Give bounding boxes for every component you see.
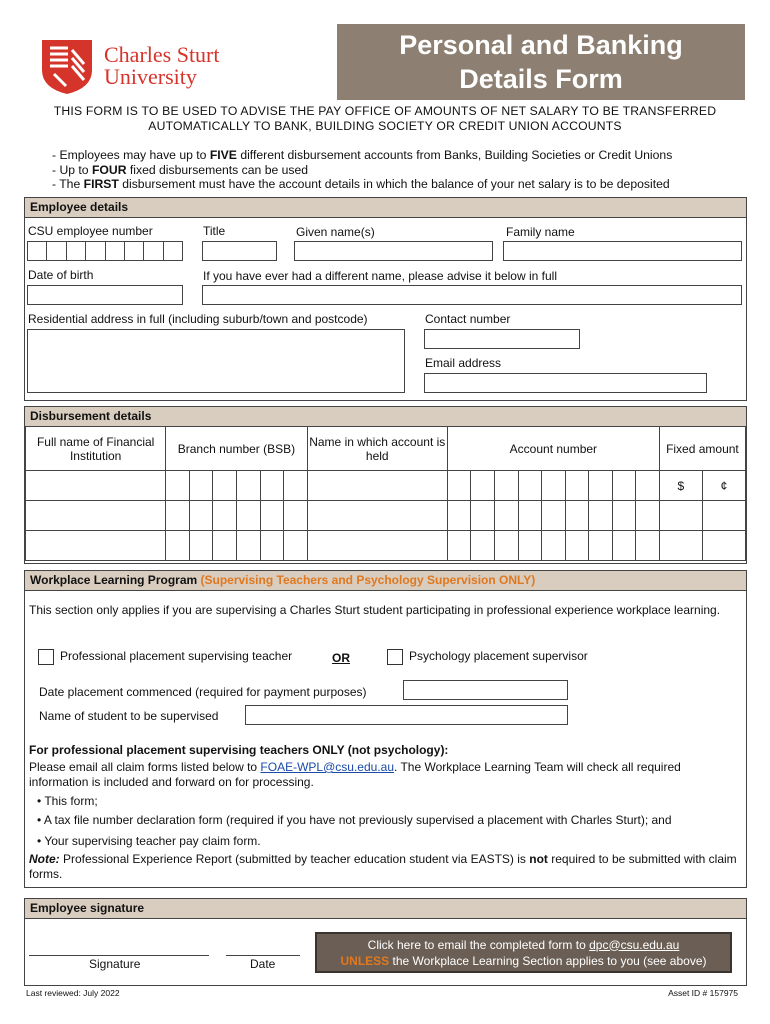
title-line2: Details Form <box>459 64 623 94</box>
dollar-cell[interactable]: $ <box>659 471 702 501</box>
csu-id-input[interactable] <box>27 241 183 261</box>
form-title <box>337 24 745 100</box>
prev-name-label: If you have ever had a different name, please advise it below in full <box>203 269 557 283</box>
disbursement-table <box>25 426 746 561</box>
wpl-note: Note: Professional Experience Report (submitted by teacher education student via EASTS) is not required to be submitted with claim forms. <box>29 852 737 881</box>
signature-line[interactable] <box>29 955 209 956</box>
disbursement-heading: Disbursement details <box>25 407 746 427</box>
account-name-cell[interactable] <box>307 471 447 501</box>
date-line[interactable] <box>226 955 300 956</box>
given-name-label: Given name(s) <box>296 225 375 239</box>
item-tfn: • A tax file number declaration form (required if you have not previously supervised a placement with Charles Sturt); and <box>37 813 672 827</box>
employee-details-section <box>24 197 747 401</box>
cent-cell[interactable]: ¢ <box>702 471 745 501</box>
col-fixed-amount: Fixed amount <box>659 427 745 471</box>
date-commenced-label: Date placement commenced (required for payment purposes) <box>39 685 367 699</box>
email-form-button[interactable]: Click here to email the completed form to dpc@csu.edu.au UNLESS the Workplace Learning Section applies to you (see above) <box>315 932 732 973</box>
contact-label: Contact number <box>425 312 511 326</box>
dob-input[interactable] <box>27 285 183 305</box>
intro-line1: THIS FORM IS TO BE USED TO ADVISE THE PAY OFFICE OF AMOUNTS OF NET SALARY TO BE TRANSFERRED <box>53 104 717 118</box>
family-name-label: Family name <box>506 225 575 239</box>
given-name-input[interactable] <box>294 241 493 261</box>
title-input[interactable] <box>202 241 277 261</box>
instructions: - Employees may have up to FIVE different disbursement accounts from Banks, Building Societies or Credit Unions - Up to FOUR fixed disbursements can be used - The FIRST disbursement must have the account details in which the balance of your net salary is to be deposited <box>52 148 673 191</box>
or-label: OR <box>332 651 350 665</box>
dpc-email-link[interactable]: dpc@csu.edu.au <box>589 937 680 952</box>
wpl-intro: This section only applies if you are supervising a Charles Sturt student participating in professional experience workplace learning. <box>29 603 721 617</box>
csu-logo <box>38 36 220 96</box>
disbursement-section <box>24 406 747 564</box>
wpl-section <box>24 570 747 888</box>
student-name-input[interactable] <box>245 705 568 725</box>
opt-teacher[interactable]: Professional placement supervising teacher <box>38 649 292 665</box>
student-name-label: Name of student to be supervised <box>39 709 219 723</box>
item-this-form: • This form; <box>37 794 98 808</box>
psychology-checkbox[interactable] <box>387 649 403 665</box>
col-account-number: Account number <box>447 427 659 471</box>
address-input[interactable] <box>27 329 405 393</box>
wpl-email-instructions: Please email all claim forms listed below to FOAE-WPL@csu.edu.au. The Workplace Learning Team will check all required information is included and forward on for processing. <box>29 760 681 789</box>
col-account-name: Name in which account is held <box>307 427 447 471</box>
csu-id-label: CSU employee number <box>28 224 153 238</box>
signature-label: Signature <box>89 957 141 971</box>
fi-cell[interactable] <box>26 471 166 501</box>
dob-label: Date of birth <box>28 268 94 282</box>
email-input[interactable] <box>424 373 707 393</box>
logo-line2: University <box>104 64 197 89</box>
family-name-input[interactable] <box>503 241 742 261</box>
intro-line2: AUTOMATICALLY TO BANK, BUILDING SOCIETY OR CREDIT UNION ACCOUNTS <box>148 119 622 133</box>
col-financial-institution: Full name of Financial Institution <box>26 427 166 471</box>
prev-name-input[interactable] <box>202 285 742 305</box>
col-bsb: Branch number (BSB) <box>166 427 307 471</box>
employee-details-heading: Employee details <box>25 198 746 218</box>
last-reviewed: Last reviewed: July 2022 <box>26 988 120 998</box>
address-label: Residential address in full (including suburb/town and postcode) <box>28 312 368 326</box>
asset-id: Asset ID # 157975 <box>668 988 738 998</box>
teachers-heading: For professional placement supervising teachers ONLY (not psychology): <box>29 743 449 757</box>
date-commenced-input[interactable] <box>403 680 568 700</box>
wpl-heading: Workplace Learning Program (Supervising Teachers and Psychology Supervision ONLY) <box>25 571 746 591</box>
signature-heading: Employee signature <box>25 899 746 919</box>
sig-date-label: Date <box>250 957 276 971</box>
teacher-checkbox[interactable] <box>38 649 54 665</box>
contact-input[interactable] <box>424 329 580 349</box>
csu-crest-icon <box>38 36 96 96</box>
title-label: Title <box>203 224 226 238</box>
wpl-email-link[interactable]: FOAE-WPL@csu.edu.au <box>260 760 394 774</box>
email-label: Email address <box>425 356 502 370</box>
item-claim: • Your supervising teacher pay claim form. <box>37 834 261 848</box>
opt-psychology[interactable]: Psychology placement supervisor <box>387 649 588 665</box>
title-line1: Personal and Banking <box>399 30 683 60</box>
logo-line1: Charles Sturt <box>104 42 220 67</box>
